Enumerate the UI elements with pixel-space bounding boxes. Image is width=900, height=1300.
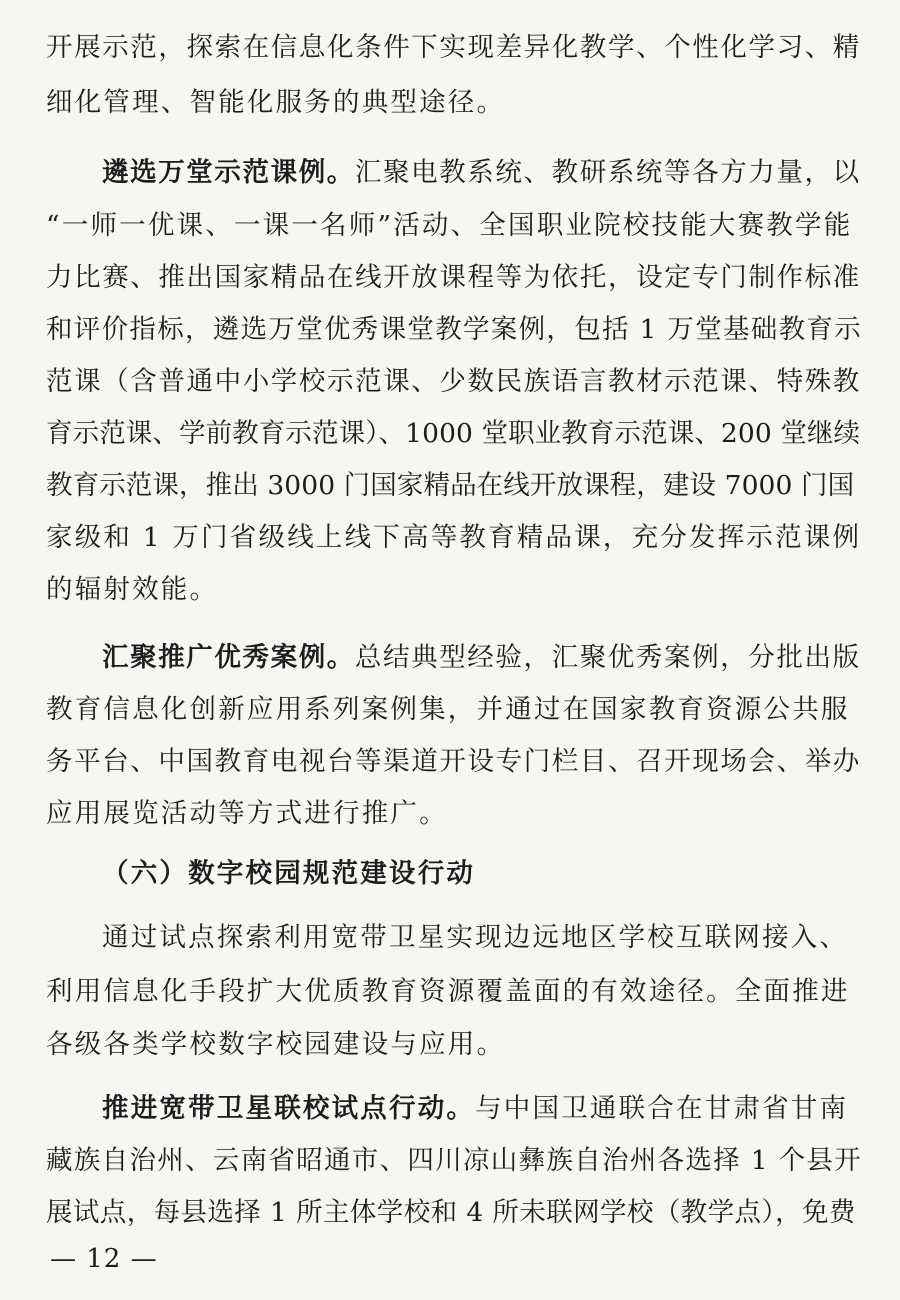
line-text: 家级和 1 万门省级线上线下高等教育精品课，充分发挥示范课例 — [46, 522, 862, 553]
text-line — [46, 742, 861, 782]
text-line — [46, 1025, 505, 1065]
line-text: 汇聚电教系统、教研系统等各方力量，以 — [354, 157, 861, 188]
line-text: 通过试点探索利用宽带卫星实现边远地区学校互联网接入、 — [102, 922, 849, 953]
text-line — [102, 854, 475, 894]
line-text: 教育信息化创新应用系列案例集，并通过在国家教育资源公共服 — [46, 694, 850, 725]
line-text: “一师一优课、一课一名师”活动、全国职业院校技能大赛教学能 — [46, 210, 853, 241]
line-text: 力比赛、推出国家精品在线开放课程等为依托，设定专门制作标准 — [46, 262, 861, 293]
text-line — [102, 638, 861, 678]
text-line — [46, 570, 218, 610]
text-line — [46, 83, 505, 123]
line-text: 育示范课、学前教育示范课）、1000 堂职业教育示范课、200 堂继续 — [46, 418, 861, 449]
page-number: — 12 — — [50, 1244, 158, 1274]
text-line — [46, 690, 850, 730]
paragraph-lead: 推进宽带卫星联校试点行动。 — [102, 1093, 476, 1124]
line-text: 细化管理、智能化服务的典型途径。 — [46, 87, 506, 118]
text-line — [46, 28, 861, 68]
line-text: 与中国卫通联合在甘肃省甘南 — [475, 1093, 849, 1124]
paragraph-lead: 汇聚推广优秀案例。 — [102, 642, 355, 673]
text-line — [46, 1141, 862, 1181]
text-line — [46, 310, 862, 350]
text-line — [46, 1193, 856, 1233]
line-text: 应用展览活动等方式进行推广。 — [46, 798, 448, 829]
line-text: 开展示范，探索在信息化条件下实现差异化教学、个性化学习、精 — [46, 32, 861, 63]
text-line — [46, 414, 860, 454]
text-line — [46, 362, 861, 402]
line-text: 务平台、中国教育电视台等渠道开设专门栏目、召开现场会、举办 — [46, 746, 861, 777]
line-text: 和评价指标，遴选万堂优秀课堂教学案例，包括 1 万堂基础教育示 — [46, 314, 863, 345]
line-text: 范课（含普通中小学校示范课、少数民族语言教材示范课、特殊教 — [46, 366, 861, 397]
line-text: 的辐射效能。 — [46, 574, 219, 605]
text-line — [102, 918, 848, 958]
line-text: 利用信息化手段扩大优质教育资源覆盖面的有效途径。全面推进 — [46, 976, 850, 1007]
line-text: 总结典型经验，汇聚优秀案例，分批出版 — [354, 642, 861, 673]
text-line — [46, 258, 861, 298]
paragraph-lead: 遴选万堂示范课例。 — [102, 157, 355, 188]
line-text: 展试点，每县选择 1 所主体学校和 4 所未联网学校（教学点），免费 — [46, 1197, 856, 1228]
text-line — [46, 466, 854, 506]
line-text: 藏族自治州、云南省昭通市、四川凉山彝族自治州各选择 1 个县开 — [46, 1145, 863, 1176]
text-line — [46, 972, 850, 1012]
line-text: 教育示范课，推出 3000 门国家精品在线开放课程，建设 7000 门国 — [46, 470, 855, 501]
section-heading: （六）数字校园规范建设行动 — [102, 858, 476, 889]
text-line — [46, 518, 861, 558]
text-line — [46, 206, 852, 246]
text-line — [46, 794, 448, 834]
line-text: 各级各类学校数字校园建设与应用。 — [46, 1029, 506, 1060]
text-line — [102, 1089, 848, 1129]
text-line — [102, 153, 861, 193]
